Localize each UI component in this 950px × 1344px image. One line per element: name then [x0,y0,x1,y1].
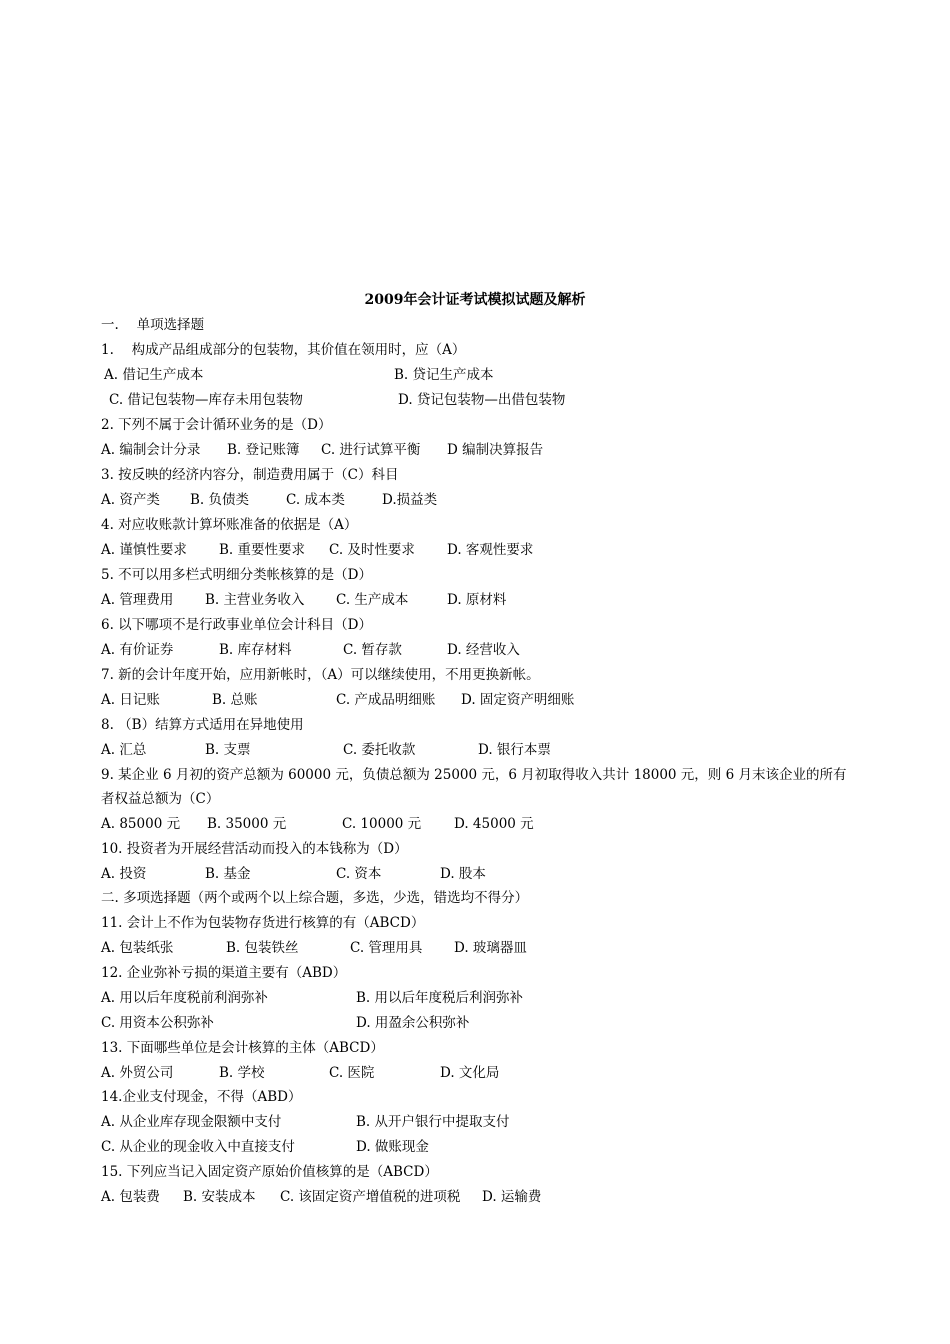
q12-option-c: C. 用资本公积弥补 [101,1015,214,1031]
q4-option-a: A. 谨慎性要求 [101,542,187,558]
q3-option-d: D.损益类 [382,492,438,508]
q1-option-b: B. 贷记生产成本 [394,367,494,383]
section-heading-single-choice: 一. 单项选择题 [101,317,205,333]
q14-option-c: C. 从企业的现金收入中直接支付 [101,1139,295,1155]
q13-option-c: C. 医院 [329,1065,375,1081]
q4-option-b: B. 重要性要求 [219,542,306,558]
q15-option-b: B. 安装成本 [183,1189,256,1205]
q6-option-a: A. 有价证券 [101,642,174,658]
q7-option-d: D. 固定资产明细账 [461,692,575,708]
question-4: 4. 对应收账款计算坏账准备的依据是（A） [101,517,358,533]
question-12: 12. 企业弥补亏损的渠道主要有（ABD） [101,965,347,981]
q15-option-c: C. 该固定资产增值税的进项税 [280,1189,461,1205]
q14-option-d: D. 做账现金 [356,1139,429,1155]
question-9-line-2: 者权益总额为（C） [101,791,220,807]
q6-option-d: D. 经营收入 [447,642,520,658]
q8-option-c: C. 委托收款 [343,742,416,758]
q3-option-a: A. 资产类 [101,492,160,508]
q7-option-c: C. 产成品明细账 [336,692,436,708]
q10-option-d: D. 股本 [440,866,486,882]
q8-option-a: A. 汇总 [101,742,147,758]
q4-option-c: C. 及时性要求 [329,542,415,558]
q5-option-b: B. 主营业务收入 [205,592,305,608]
question-7: 7. 新的会计年度开始，应用新帐时，（A）可以继续使用，不用更换新帐。 [101,667,540,683]
q6-option-c: C. 暂存款 [343,642,402,658]
q11-option-d: D. 玻璃器皿 [454,940,527,956]
q10-option-a: A. 投资 [101,866,147,882]
q14-option-a: A. 从企业库存现金限额中支付 [101,1114,282,1130]
question-15: 15. 下列应当记入固定资产原始价值核算的是（ABCD） [101,1164,438,1180]
q15-option-a: A. 包装费 [101,1189,160,1205]
q9-option-d: D. 45000 元 [454,816,534,832]
q9-option-b: B. 35000 元 [207,816,287,832]
section-heading-multiple-choice: 二. 多项选择题（两个或两个以上综合题，多选，少选，错选均不得分） [101,890,529,906]
question-6: 6. 以下哪项不是行政事业单位会计科目（D） [101,617,372,633]
q5-option-a: A. 管理费用 [101,592,174,608]
q2-option-a: A. 编制会计分录 [101,442,201,458]
q1-option-c: C. 借记包装物—库存未用包装物 [109,392,303,408]
question-9-line-1: 9. 某企业 6 月初的资产总额为 60000 元，负债总额为 25000 元，6 月初取得收入共计 18000 元，则 6 月末该企业的所有 [101,767,847,783]
q8-option-b: B. 支票 [205,742,251,758]
q2-option-b: B. 登记账簿 [227,442,300,458]
q11-option-a: A. 包装纸张 [101,940,174,956]
question-11: 11. 会计上不作为包装物存货进行核算的有（ABCD） [101,915,425,931]
q1-option-d: D. 贷记包装物—出借包装物 [398,392,566,408]
q13-option-d: D. 文化局 [440,1065,500,1081]
q7-option-b: B. 总账 [212,692,258,708]
q15-option-d: D. 运输费 [482,1189,542,1205]
question-10: 10. 投资者为开展经营活动而投入的本钱称为（D） [101,841,408,857]
q8-option-d: D. 银行本票 [478,742,551,758]
q12-option-a: A. 用以后年度税前利润弥补 [101,990,268,1006]
q2-option-c: C. 进行试算平衡 [321,442,421,458]
q2-option-d: D 编制决算报告 [447,442,544,458]
question-5: 5. 不可以用多栏式明细分类帐核算的是（D） [101,567,372,583]
q13-option-b: B. 学校 [219,1065,265,1081]
q5-option-c: C. 生产成本 [336,592,409,608]
q7-option-a: A. 日记账 [101,692,160,708]
question-14: 14.企业支付现金，不得（ABD） [101,1089,302,1105]
q14-option-b: B. 从开户银行中提取支付 [356,1114,510,1130]
q5-option-d: D. 原材料 [447,592,507,608]
q1-option-a: A. 借记生产成本 [104,367,204,383]
question-8: 8. （B）结算方式适用在异地使用 [101,717,304,733]
document-title: 2009年会计证考试模拟试题及解析 [364,292,586,308]
q10-option-c: C. 资本 [336,866,382,882]
question-13: 13. 下面哪些单位是会计核算的主体（ABCD） [101,1040,384,1056]
q9-option-c: C. 10000 元 [342,816,422,832]
q12-option-d: D. 用盈余公积弥补 [356,1015,470,1031]
q10-option-b: B. 基金 [205,866,251,882]
q4-option-d: D. 客观性要求 [447,542,534,558]
q6-option-b: B. 库存材料 [219,642,292,658]
question-2: 2. 下列不属于会计循环业务的是（D） [101,417,332,433]
q13-option-a: A. 外贸公司 [101,1065,174,1081]
q3-option-b: B. 负债类 [190,492,250,508]
q9-option-a: A. 85000 元 [101,816,181,832]
q11-option-b: B. 包装铁丝 [226,940,299,956]
question-3: 3. 按反映的经济内容分，制造费用属于（C）科目 [101,467,399,483]
question-1: 1. 构成产品组成部分的包装物，其价值在领用时，应（A） [101,342,466,358]
q12-option-b: B. 用以后年度税后利润弥补 [356,990,524,1006]
q3-option-c: C. 成本类 [286,492,345,508]
q11-option-c: C. 管理用具 [350,940,423,956]
